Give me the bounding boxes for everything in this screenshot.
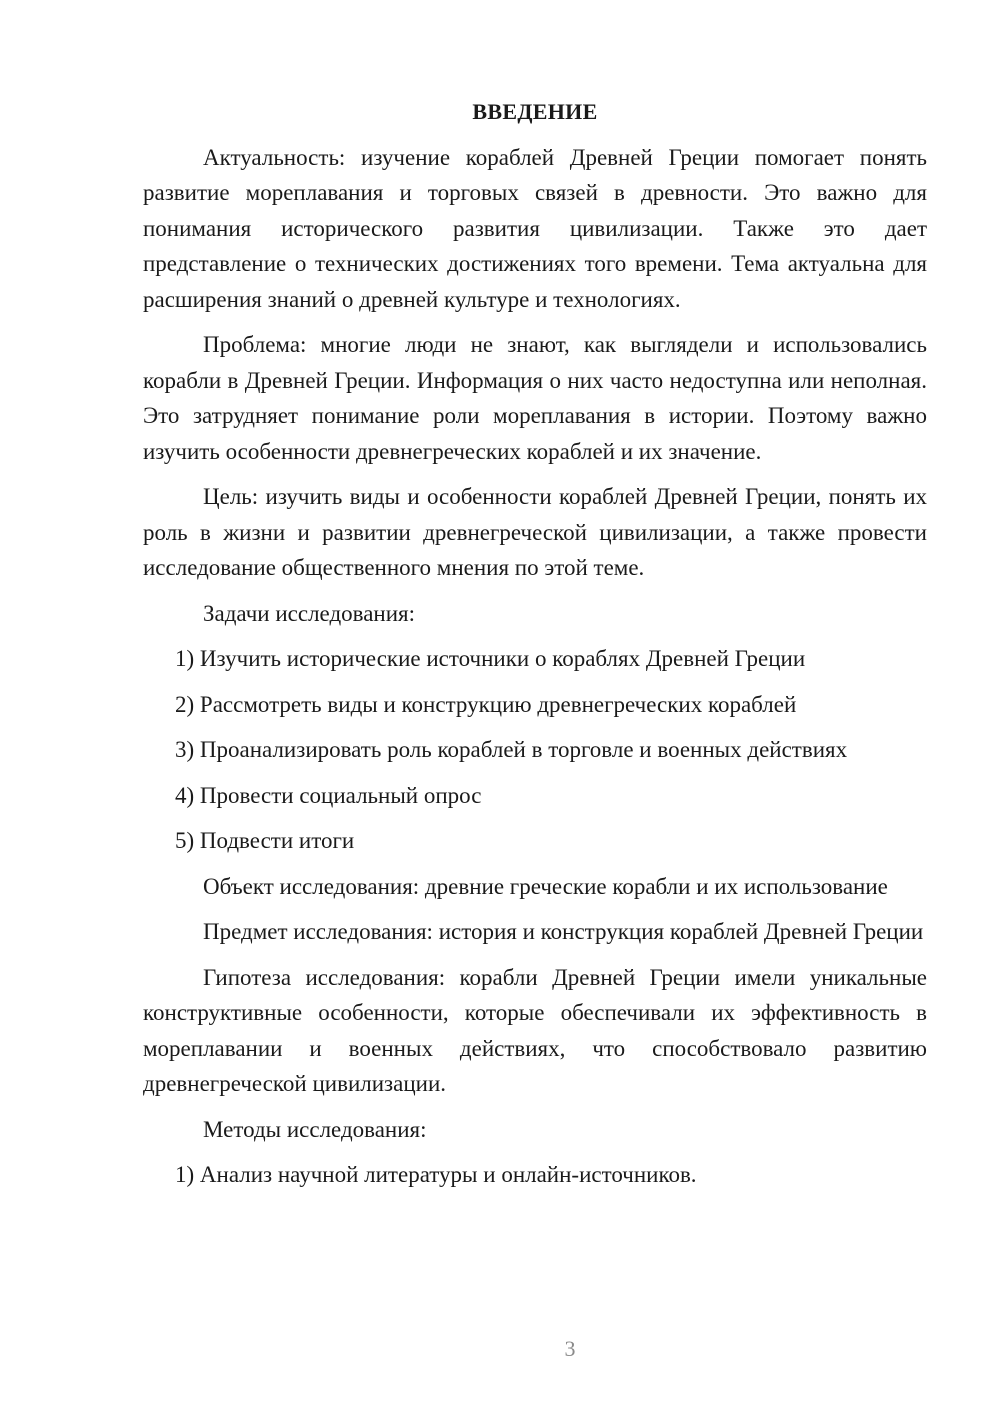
- object-paragraph: Объект исследования: древние греческие корабли и их использование: [203, 873, 888, 899]
- task-item: 3) Проанализировать роль кораблей в торговле и военных действиях: [175, 737, 848, 762]
- method-item: 1) Анализ научной литературы и онлайн-источников.: [175, 1162, 697, 1187]
- relevance-paragraph: Актуальность: изучение кораблей Древней Греции помогает понять развитие мореплавания и торговых связей в древности. Это важно для понимания исторического развития цивилизации. Также это дает представление о технических достижениях того времени. Тема актуальна для расширения знаний о древней культуре и технологиях.: [143, 144, 927, 312]
- task-item: 2) Рассмотреть виды и конструкцию древнегреческих кораблей: [175, 691, 797, 717]
- methods-heading: Методы исследования:: [203, 1116, 427, 1142]
- task-item: 5) Подвести итоги: [175, 828, 355, 853]
- subject-paragraph: Предмет исследования: история и конструкция кораблей Древней Греции: [203, 919, 924, 944]
- page-title: ВВЕДЕНИЕ: [472, 99, 598, 124]
- task-item: 1) Изучить исторические источники о кораблях Древней Греции: [175, 646, 806, 671]
- problem-paragraph: Проблема: многие люди не знают, как выглядели и использовались корабли в Древней Греции. Информация о них часто недоступна или неполная. Это затрудняет понимание роли мореплавания в истории. Поэтому важно изучить особенности древнегреческих кораблей и их значение.: [143, 332, 927, 464]
- page-content: [143, 94, 927, 1203]
- task-item: 4) Провести социальный опрос: [175, 782, 482, 808]
- tasks-heading: Задачи исследования:: [203, 600, 416, 626]
- page-number: 3: [564, 1336, 576, 1361]
- hypothesis-paragraph: Гипотеза исследования: корабли Древней Греции имели уникальные конструктивные особенности, которые обеспечивали их эффективность в мореплавании и военных действиях, что способствовало развитию древнегреческой цивилизации.: [143, 964, 927, 1096]
- goal-paragraph: Цель: изучить виды и особенности кораблей Древней Греции, понять их роль в жизни и развитии древнегреческой цивилизации, а также провести исследование общественного мнения по этой теме.: [143, 484, 927, 580]
